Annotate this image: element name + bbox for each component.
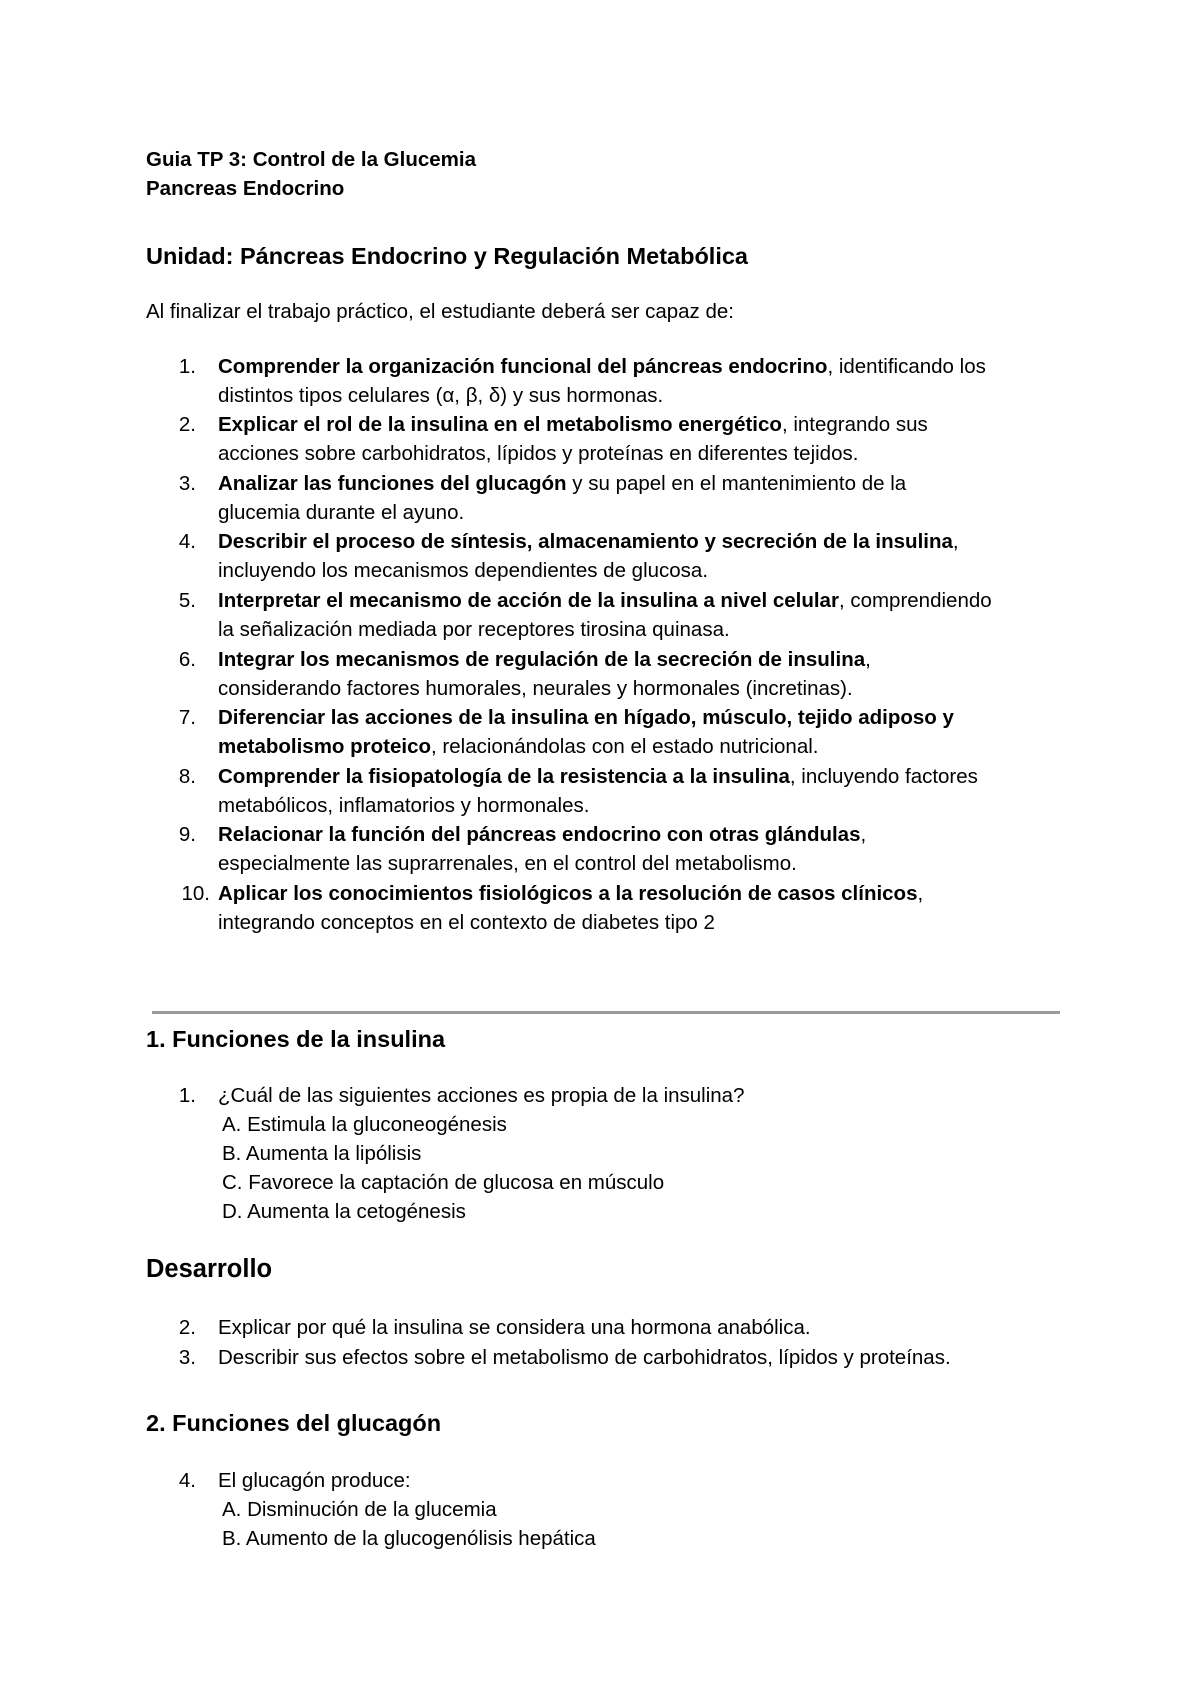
objective-number: 1. (178, 355, 196, 378)
answer-option: A. Disminución de la glucemia (222, 1498, 497, 1521)
objective-line-1: Relacionar la función del páncreas endocrino con otras glándulas, (218, 823, 867, 846)
question-text: Explicar por qué la insulina se considera una hormona anabólica. (218, 1316, 811, 1339)
question-text: ¿Cuál de las siguientes acciones es propia de la insulina? (218, 1084, 745, 1107)
answer-option: B. Aumento de la glucogenólisis hepática (222, 1527, 596, 1550)
question-text: Describir sus efectos sobre el metabolismo de carbohidratos, lípidos y proteínas. (218, 1346, 951, 1369)
objective-line-2: especialmente las suprarrenales, en el control del metabolismo. (218, 852, 797, 875)
objective-line-2: acciones sobre carbohidratos, lípidos y proteínas en diferentes tejidos. (218, 442, 859, 465)
objective-number: 10. (181, 882, 210, 905)
objective-line-1: Interpretar el mecanismo de acción de la insulina a nivel celular, comprendiendo (218, 589, 992, 612)
objective-line-2: considerando factores humorales, neurales y hormonales (incretinas). (218, 677, 853, 700)
objective-line-1: Comprender la organización funcional del páncreas endocrino, identificando los (218, 355, 986, 378)
objective-number: 9. (178, 823, 196, 846)
objective-line-2: incluyendo los mecanismos dependientes de glucosa. (218, 559, 709, 582)
objective-line-2: metabólicos, inflamatorios y hormonales. (218, 794, 590, 817)
section-heading-glucagon: 2. Funciones del glucagón (146, 1410, 442, 1436)
objective-number: 3. (178, 472, 196, 495)
objective-line-1: Comprender la fisiopatología de la resistencia a la insulina, incluyendo factores (218, 765, 978, 788)
question-number: 3. (178, 1346, 196, 1369)
doc-subtitle: Pancreas Endocrino (146, 177, 345, 200)
objective-number: 6. (178, 648, 196, 671)
objective-number: 2. (178, 413, 196, 436)
unit-intro: Al finalizar el trabajo práctico, el estudiante deberá ser capaz de: (146, 300, 735, 323)
objective-line-2: distintos tipos celulares (α, β, δ) y sus hormonas. (218, 384, 664, 407)
objective-line-2: glucemia durante el ayuno. (218, 501, 465, 524)
objective-line-1: Describir el proceso de síntesis, almacenamiento y secreción de la insulina, (218, 530, 959, 553)
objective-line-2: metabolismo proteico, relacionándolas con el estado nutricional. (218, 735, 819, 758)
question-text: El glucagón produce: (218, 1469, 411, 1492)
unit-heading: Unidad: Páncreas Endocrino y Regulación Metabólica (146, 243, 748, 269)
objective-line-1: Analizar las funciones del glucagón y su papel en el mantenimiento de la (218, 472, 907, 495)
objective-line-1: Integrar los mecanismos de regulación de la secreción de insulina, (218, 648, 871, 671)
objective-number: 8. (178, 765, 196, 788)
answer-option: C. Favorece la captación de glucosa en músculo (222, 1171, 665, 1194)
horizontal-divider (152, 1011, 1060, 1014)
objective-line-2: integrando conceptos en el contexto de diabetes tipo 2 (218, 911, 715, 934)
answer-option: A. Estimula la gluconeogénesis (222, 1113, 507, 1136)
answer-option: D. Aumenta la cetogénesis (222, 1200, 466, 1223)
objective-line-1: Diferenciar las acciones de la insulina en hígado, músculo, tejido adiposo y (218, 706, 954, 729)
desarrollo-heading: Desarrollo (146, 1255, 273, 1283)
objective-number: 4. (178, 530, 196, 553)
objective-line-1: Aplicar los conocimientos fisiológicos a la resolución de casos clínicos, (218, 882, 924, 905)
question-number: 4. (178, 1469, 196, 1492)
question-number: 1. (178, 1084, 196, 1107)
section-heading-insulina: 1. Funciones de la insulina (146, 1026, 446, 1052)
objective-line-1: Explicar el rol de la insulina en el metabolismo energético, integrando sus (218, 413, 928, 436)
objective-number: 7. (178, 706, 196, 729)
question-number: 2. (178, 1316, 196, 1339)
objective-line-2: la señalización mediada por receptores tirosina quinasa. (218, 618, 730, 641)
objective-number: 5. (178, 589, 196, 612)
answer-option: B. Aumenta la lipólisis (222, 1142, 422, 1165)
doc-title: Guia TP 3: Control de la Glucemia (146, 148, 476, 171)
